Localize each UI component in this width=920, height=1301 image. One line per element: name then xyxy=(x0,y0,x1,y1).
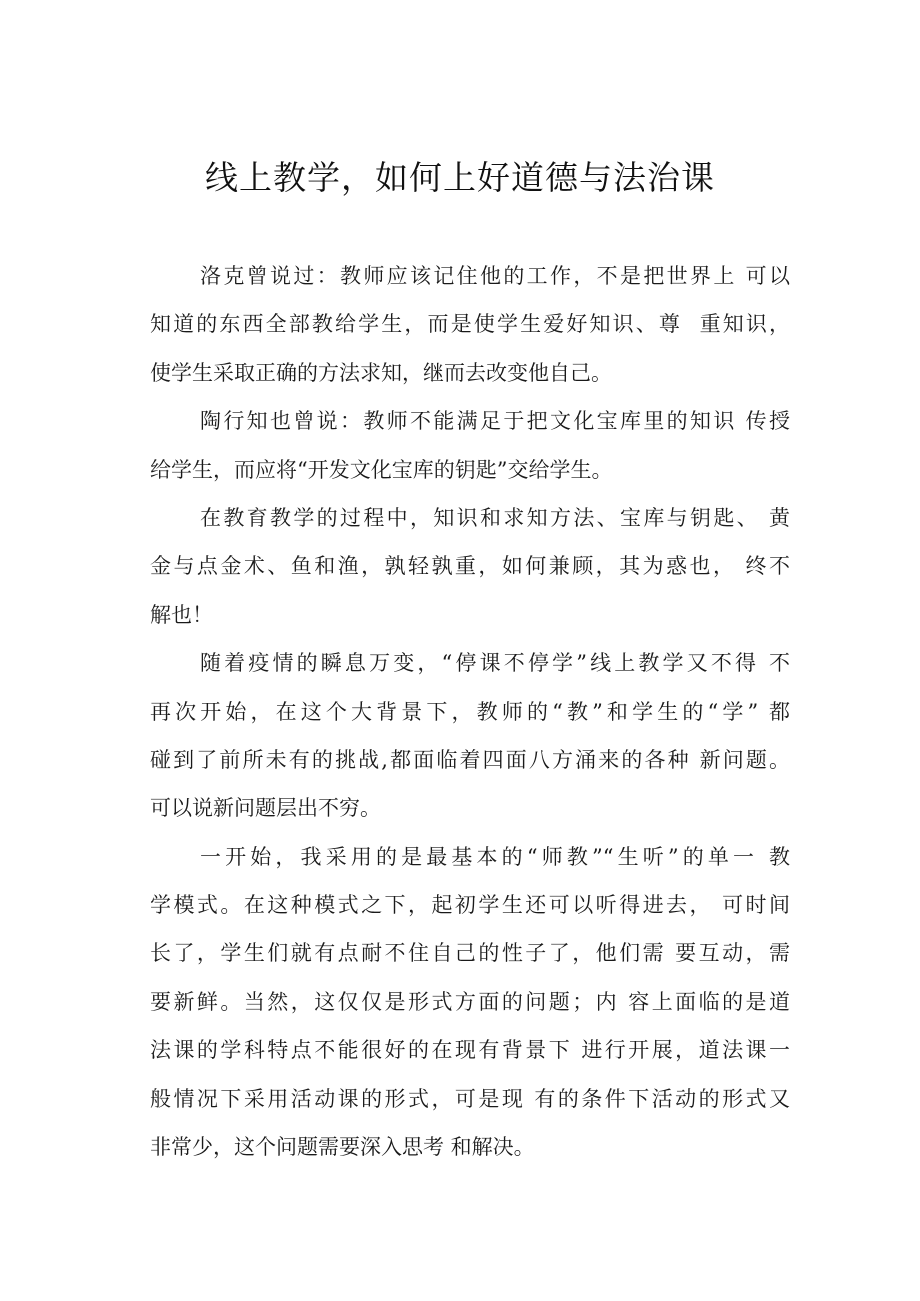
paragraph xyxy=(150,833,790,1172)
text-line: 陶行知也曾说：教师不能满足于把文化宝库里的知识 传授 xyxy=(200,409,790,434)
document-body xyxy=(150,252,790,1171)
paragraph xyxy=(150,494,790,639)
text-line: 碰到了前所未有的挑战,都面临着四面八方涌来的各种 新问题。 xyxy=(150,747,790,772)
paragraph xyxy=(150,639,790,833)
text-line: 长了，学生们就有点耐不住自己的性子了，他们需 要互动，需 xyxy=(150,941,790,966)
text-line: 学模式。在这种模式之下，起初学生还可以听得进去， 可时间 xyxy=(150,893,790,918)
text-line: 非常少，这个问题需要深入思考 和解决。 xyxy=(150,1135,535,1160)
text-line: 一开始，我采用的是最基本的“师教”“生听”的单一 教 xyxy=(200,844,790,869)
text-line: 再次开始，在这个大背景下，教师的“教”和学生的“学” 都 xyxy=(150,699,790,724)
paragraph xyxy=(150,252,790,397)
text-line: 可以说新问题层出不穷。 xyxy=(150,796,381,821)
document-title: 线上教学，如何上好道德与法治课 xyxy=(205,158,715,197)
text-line: 知道的东西全部教给学生，而是使学生爱好知识、尊 重知识， xyxy=(150,312,790,337)
text-line: 金与点金术、鱼和渔，孰轻孰重，如何兼顾，其为惑也， 终不 xyxy=(150,554,790,579)
text-line: 给学生，而应将“开发文化宝库的钥匙”交给学生。 xyxy=(150,457,613,482)
text-line: 法课的学科特点不能很好的在现有背景下 进行开展，道法课一 xyxy=(150,1038,790,1063)
text-line: 要新鲜。当然，这仅仅是形式方面的问题；内 容上面临的是道 xyxy=(150,989,790,1014)
text-line: 随着疫情的瞬息万变，“停课不停学”线上教学又不得 不 xyxy=(200,651,790,676)
text-line: 般情况下采用活动课的形式，可是现 有的条件下活动的形式又 xyxy=(150,1086,790,1111)
text-line: 解也！ xyxy=(150,602,213,627)
paragraph xyxy=(150,397,790,494)
text-line: 洛克曾说过：教师应该记住他的工作，不是把世界上 可以 xyxy=(200,264,790,288)
text-line: 在教育教学的过程中，知识和求知方法、宝库与钥匙、 黄 xyxy=(200,505,790,530)
text-line: 使学生采取正确的方法求知，继而去改变他自己。 xyxy=(150,360,612,385)
